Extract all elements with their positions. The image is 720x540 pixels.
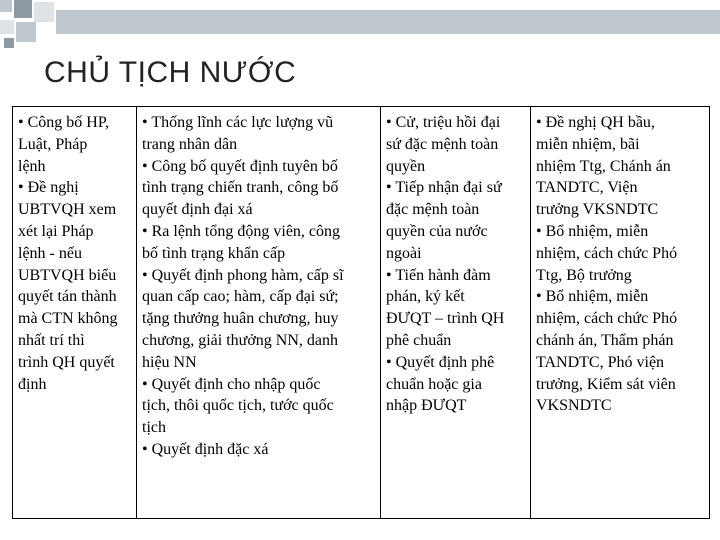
text-line: nhiệm, cách chức Phó — [536, 310, 678, 328]
text-line: chánh án, Thẩm phán — [536, 331, 674, 349]
text-line: miễn nhiệm, bãi — [536, 135, 640, 153]
text-line: Luật, Pháp — [18, 135, 88, 153]
text-line: nhiệm Ttg, Chánh án — [536, 157, 671, 175]
text-line: nhiệm, cách chức Phó — [536, 244, 678, 262]
text-line: • Công bố HP, — [18, 114, 109, 131]
text-line: • Công bố quyết định tuyên bố — [142, 157, 338, 175]
text-line: UBTVQH xem — [18, 201, 117, 219]
text-line: • Quyết định phê — [386, 353, 495, 371]
decorative-square — [0, 0, 12, 12]
text-line: lệnh — [18, 157, 46, 175]
text-line: xét lại Pháp — [18, 222, 94, 240]
powers-table — [12, 106, 710, 519]
text-line: TANDTC, Viện — [536, 179, 638, 197]
text-line: sứ đặc mệnh toàn — [386, 135, 499, 153]
text-line: • Đề nghị — [18, 179, 79, 197]
table-cell-personnel — [531, 107, 710, 519]
text-line: bố tình trạng khẩn cấp — [142, 244, 286, 262]
decorative-square — [14, 0, 32, 18]
decorative-header — [0, 0, 720, 60]
text-line: • Thống lĩnh các lực lượng vũ — [142, 114, 334, 131]
text-line: quyền của nước — [386, 222, 488, 240]
text-line: • Cử, triệu hồi đại — [386, 114, 501, 131]
text-line: hiệu NN — [142, 353, 197, 371]
table-cell-diplomatic — [381, 107, 531, 519]
text-line: phán, ký kết — [386, 288, 465, 306]
text-line: tình trạng chiến tranh, công bố — [142, 179, 339, 197]
text-line: trưởng, Kiểm sát viên — [536, 375, 676, 393]
text-line: định — [18, 375, 47, 393]
text-line: • Bổ nhiệm, miễn — [536, 222, 649, 240]
table-row — [13, 107, 710, 519]
text-line: • Quyết định đặc xá — [142, 440, 269, 458]
table-cell-military — [137, 107, 381, 519]
text-line: chương, giải thưởng NN, danh — [142, 331, 339, 349]
text-line: TANDTC, Phó viện — [536, 353, 665, 371]
text-line: VKSNDTC — [536, 397, 612, 415]
text-line: quyết định đại xá — [142, 201, 253, 219]
page-title: CHỦ TỊCH NƯỚC — [44, 56, 297, 89]
text-line: • Quyết định phong hàm, cấp sĩ — [142, 266, 344, 284]
text-line: trang nhân dân — [142, 135, 238, 153]
text-line: • Tiến hành đàm — [386, 266, 491, 284]
text-line: đặc mệnh toàn — [386, 201, 480, 219]
decorative-square — [34, 2, 54, 22]
decorative-square — [4, 38, 14, 48]
table-cell-legislative — [13, 107, 137, 519]
text-line: phê chuẩn — [386, 331, 452, 349]
text-line: tịch, thôi quốc tịch, tước quốc — [142, 397, 334, 415]
text-line: mà CTN không — [18, 310, 118, 328]
text-line: chuẩn hoặc gia — [386, 375, 482, 393]
decorative-bar — [56, 10, 720, 34]
text-line: tặng thưởng huân chương, huy — [142, 310, 339, 328]
text-line: • Bổ nhiệm, miễn — [536, 288, 649, 306]
text-line: trưởng VKSNDTC — [536, 201, 659, 219]
text-line: quan cấp cao; hàm, cấp đại sứ; — [142, 288, 339, 306]
text-line: nhập ĐƯQT — [386, 397, 467, 415]
text-line: tịch — [142, 419, 166, 437]
text-line: • Ra lệnh tổng động viên, công — [142, 222, 341, 240]
text-line: • Đề nghị QH bầu, — [536, 114, 655, 131]
decorative-square — [0, 20, 14, 34]
text-line: Ttg, Bộ trưởng — [536, 266, 632, 284]
decorative-square — [16, 22, 36, 42]
text-line: ĐƯQT – trình QH — [386, 310, 505, 328]
text-line: • Quyết định cho nhập quốc — [142, 375, 321, 393]
text-line: UBTVQH biểu — [18, 266, 117, 284]
text-line: ngoài — [386, 244, 422, 262]
text-line: nhất trí thì — [18, 331, 85, 349]
text-line: lệnh - nếu — [18, 244, 82, 262]
text-line: trình QH quyết — [18, 353, 115, 371]
text-line: quyết tán thành — [18, 288, 117, 306]
text-line: quyền — [386, 157, 426, 175]
text-line: • Tiếp nhận đại sứ — [386, 179, 502, 197]
